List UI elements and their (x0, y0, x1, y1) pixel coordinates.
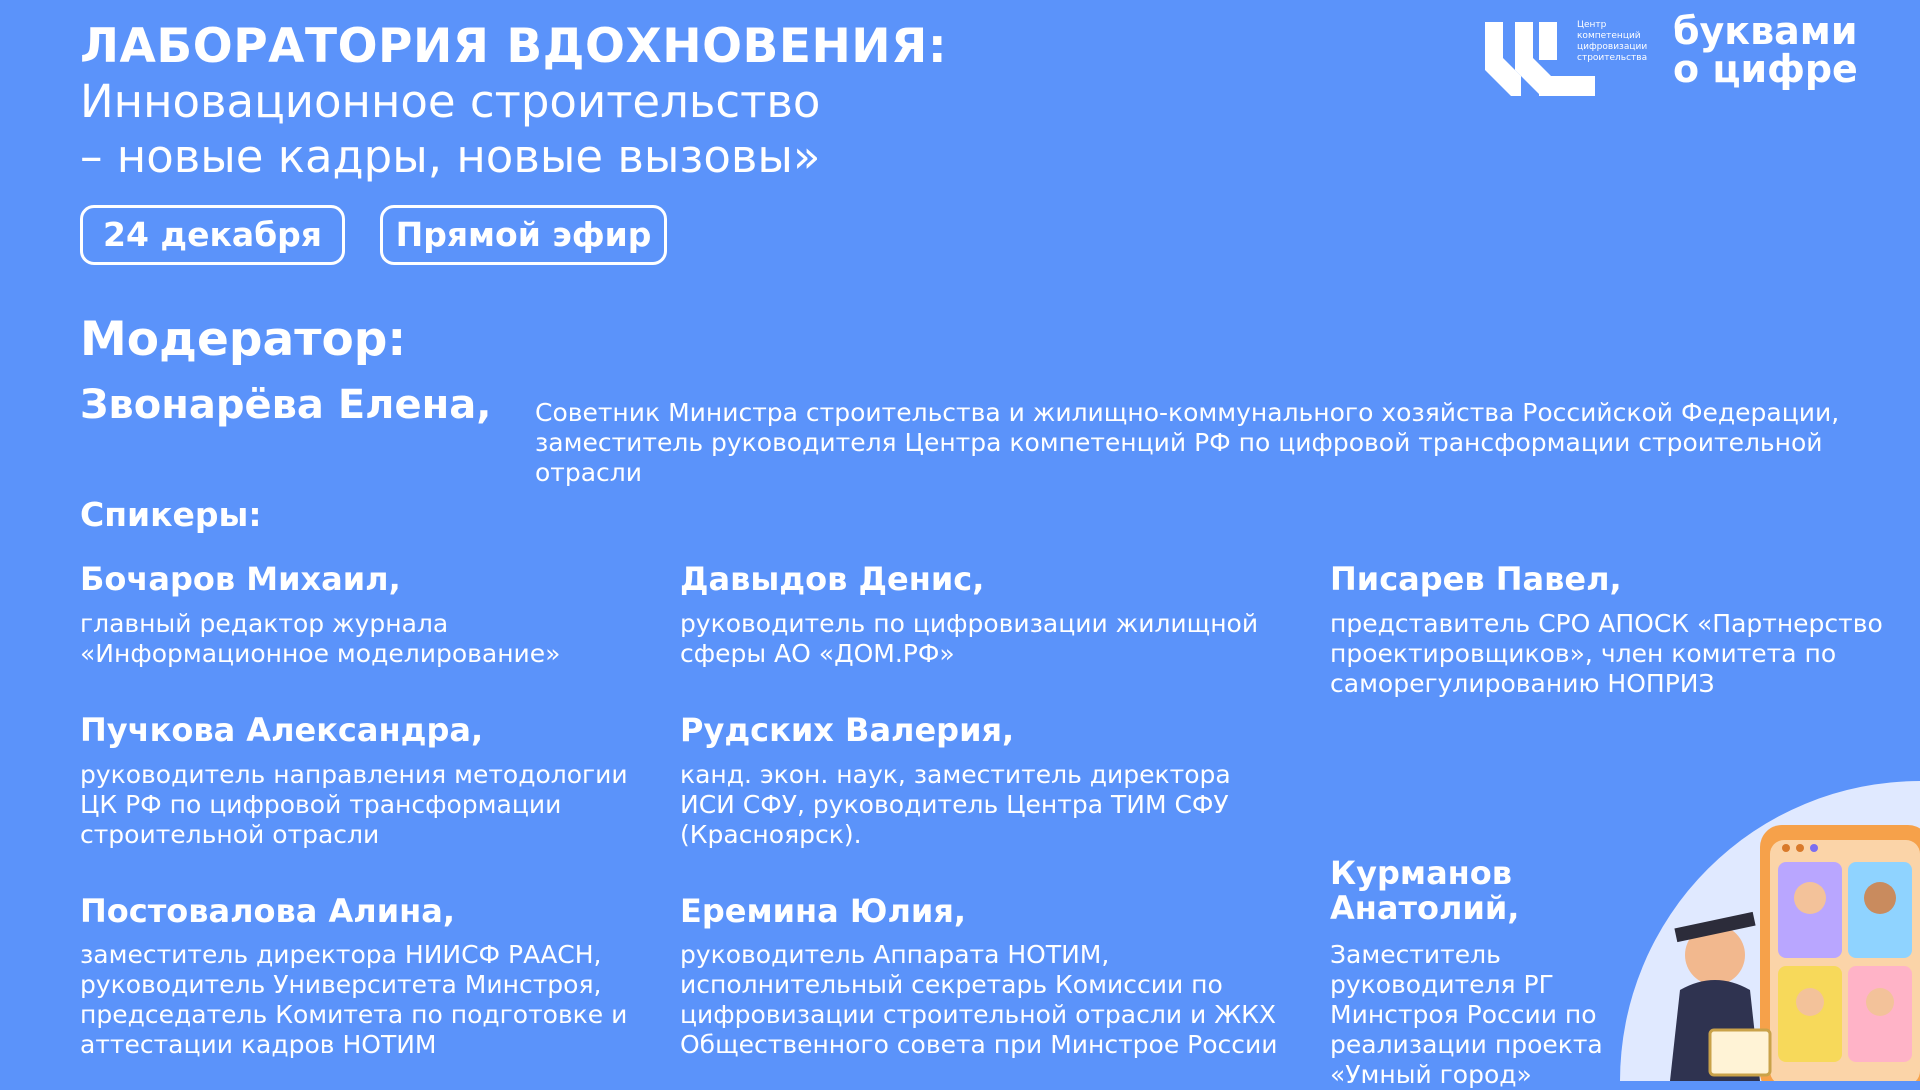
logo-caption-line: цифровизации (1577, 42, 1648, 52)
speaker-role: Заместитель руководителя РГ Минстроя России по реализации проекта «Умный город» (1330, 940, 1603, 1089)
logo-caption-line: Центр (1577, 20, 1607, 30)
speaker-role: заместитель директора НИИСФ РААСН, руководитель Университета Минстроя, председатель Комитета по подготовке и аттестации кадров НОТИМ (80, 940, 628, 1059)
speaker-role: руководитель Аппарата НОТИМ, исполнительный секретарь Комиссии по цифровизации строительной отрасли и ЖКХ Общественного совета при Минстрое России (680, 940, 1278, 1059)
graduate-video-call-illustration (1620, 770, 1920, 1081)
bukvami-o-cifre-logo (1673, 9, 1858, 91)
subtitle-line-2: – новые кадры, новые вызовы» (80, 130, 821, 183)
speakers-heading: Спикеры: (80, 495, 262, 534)
speaker-name: Бочаров Михаил, (80, 560, 401, 598)
speaker-name: Постовалова Алина, (80, 892, 455, 930)
speaker-name: Еремина Юлия, (680, 892, 967, 930)
date-badge: 24 декабря (80, 205, 345, 265)
event-subtitle (80, 74, 820, 184)
event-title: ЛАБОРАТОРИЯ ВДОХНОВЕНИЯ: (80, 19, 948, 74)
moderator-name: Звонарёва Елена, (80, 382, 492, 428)
speaker-role: главный редактор журнала «Информационное моделирование» (80, 609, 561, 668)
logo-word-line: о цифре (1673, 47, 1858, 91)
speaker-name: Писарев Павел, (1330, 560, 1622, 598)
logo-caption-line: строительства (1577, 53, 1648, 63)
speaker-name: Рудских Валерия, (680, 711, 1015, 749)
speaker-name: Курманов Анатолий, (1330, 854, 1520, 927)
logo-caption-line: компетенций (1577, 31, 1641, 41)
speaker-role: представитель СРО АПОСК «Партнерство проектировщиков», член комитета по саморегулированию НОПРИЗ (1330, 609, 1883, 698)
speaker-role: руководитель по цифровизации жилищной сферы АО «ДОМ.РФ» (680, 609, 1259, 668)
speaker-name: Пучкова Александра, (80, 711, 484, 749)
speaker-role: руководитель направления методологии ЦК РФ по цифровой трансформации строительной отрасли (80, 760, 628, 849)
competence-center-caption (1577, 20, 1647, 64)
live-badge: Прямой эфир (380, 205, 667, 265)
subtitle-line-1: Инновационное строительство (80, 75, 821, 128)
speaker-role: канд. экон. наук, заместитель директора ИСИ СФУ, руководитель Центра ТИМ СФУ (Красноярск). (680, 760, 1231, 849)
moderator-heading: Модератор: (80, 312, 407, 367)
speaker-name: Давыдов Денис, (680, 560, 985, 598)
logo-word-line: буквами (1673, 9, 1858, 53)
moderator-role: Советник Министра строительства и жилищно-коммунального хозяйства Российской Федерации, заместитель руководителя Центра компетенций РФ по цифровой трансформации строительной отрасли (535, 398, 1840, 487)
